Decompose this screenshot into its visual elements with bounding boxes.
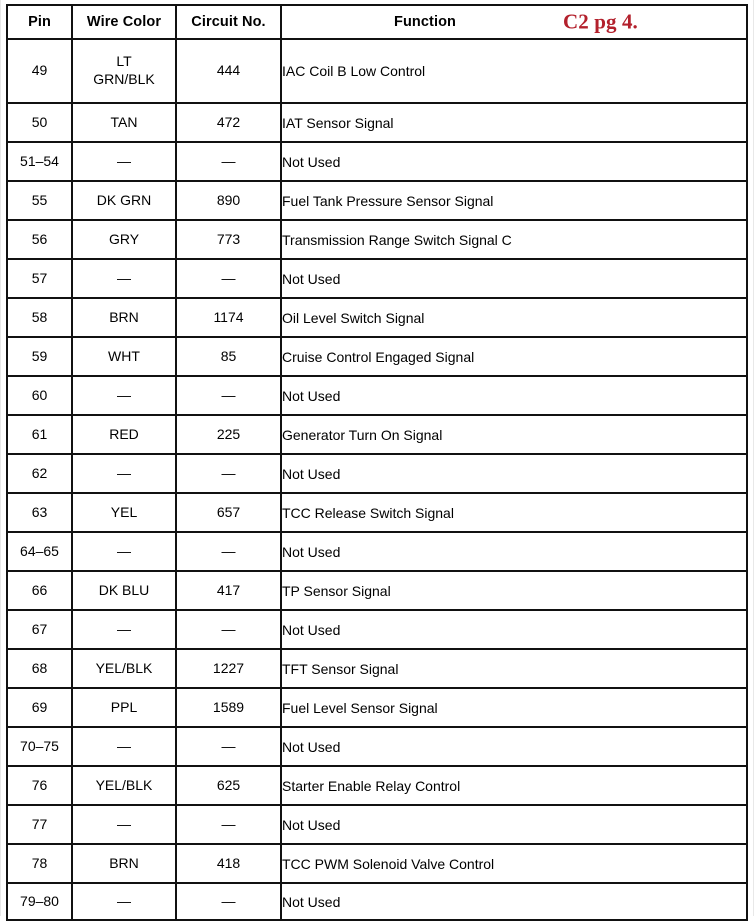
- table-row: [7, 805, 747, 844]
- cell-wire-color: —: [72, 532, 176, 571]
- table-row: [7, 571, 747, 610]
- table-row: [7, 376, 747, 415]
- table-row: [7, 883, 747, 920]
- cell-pin: 77: [7, 805, 72, 844]
- table-row: [7, 259, 747, 298]
- cell-circuit-no: 657: [176, 493, 281, 532]
- cell-wire-color: GRY: [72, 220, 176, 259]
- cell-circuit-no: 85: [176, 337, 281, 376]
- table-body: [7, 39, 747, 920]
- cell-function: TFT Sensor Signal: [281, 649, 747, 688]
- cell-pin: 67: [7, 610, 72, 649]
- cell-function: Not Used: [281, 376, 747, 415]
- cell-wire-color: WHT: [72, 337, 176, 376]
- cell-wire-color: —: [72, 376, 176, 415]
- table-row: [7, 493, 747, 532]
- cell-function: Generator Turn On Signal: [281, 415, 747, 454]
- column-header-circuit-no: Circuit No.: [176, 5, 281, 39]
- cell-wire-color: —: [72, 805, 176, 844]
- cell-pin: 63: [7, 493, 72, 532]
- column-header-function: [281, 5, 747, 39]
- function-header-inner: [282, 6, 746, 38]
- cell-circuit-no: —: [176, 454, 281, 493]
- page-reference-annotation: C2 pg 4.: [563, 9, 638, 34]
- cell-pin: 58: [7, 298, 72, 337]
- table-row: [7, 103, 747, 142]
- cell-pin: 70–75: [7, 727, 72, 766]
- cell-wire-color: —: [72, 727, 176, 766]
- table-header-row: [7, 5, 747, 39]
- cell-pin: 57: [7, 259, 72, 298]
- cell-wire-color: YEL/BLK: [72, 649, 176, 688]
- column-header-function-label: Function: [393, 14, 456, 30]
- cell-function: Fuel Level Sensor Signal: [281, 688, 747, 727]
- cell-circuit-no: —: [176, 142, 281, 181]
- cell-function: Not Used: [281, 805, 747, 844]
- cell-circuit-no: 1174: [176, 298, 281, 337]
- cell-pin: 50: [7, 103, 72, 142]
- cell-wire-color: DK BLU: [72, 571, 176, 610]
- cell-pin: 64–65: [7, 532, 72, 571]
- wire-color-line-1: LT: [116, 53, 132, 70]
- cell-wire-color: —: [72, 883, 176, 920]
- cell-pin: 59: [7, 337, 72, 376]
- table-row: [7, 142, 747, 181]
- pinout-table: [6, 4, 748, 921]
- cell-function: Transmission Range Switch Signal C: [281, 220, 747, 259]
- cell-wire-color: DK GRN: [72, 181, 176, 220]
- cell-function: Cruise Control Engaged Signal: [281, 337, 747, 376]
- cell-pin: 61: [7, 415, 72, 454]
- cell-pin: 51–54: [7, 142, 72, 181]
- cell-wire-color: PPL: [72, 688, 176, 727]
- cell-wire-color: —: [72, 610, 176, 649]
- cell-function: IAC Coil B Low Control: [281, 39, 747, 103]
- cell-pin: 78: [7, 844, 72, 883]
- cell-circuit-no: —: [176, 259, 281, 298]
- table-row: [7, 766, 747, 805]
- cell-circuit-no: 418: [176, 844, 281, 883]
- cell-function: TCC Release Switch Signal: [281, 493, 747, 532]
- cell-circuit-no: 417: [176, 571, 281, 610]
- table-row: [7, 844, 747, 883]
- cell-function: Not Used: [281, 454, 747, 493]
- cell-function: Not Used: [281, 259, 747, 298]
- cell-function: IAT Sensor Signal: [281, 103, 747, 142]
- cell-pin: 79–80: [7, 883, 72, 920]
- cell-wire-color: —: [72, 259, 176, 298]
- table-row: [7, 220, 747, 259]
- cell-function: Not Used: [281, 883, 747, 920]
- column-header-pin: Pin: [7, 5, 72, 39]
- cell-wire-color: YEL: [72, 493, 176, 532]
- cell-wire-color: BRN: [72, 844, 176, 883]
- cell-function: Oil Level Switch Signal: [281, 298, 747, 337]
- cell-circuit-no: 773: [176, 220, 281, 259]
- cell-circuit-no: —: [176, 376, 281, 415]
- cell-pin: 76: [7, 766, 72, 805]
- table-row: [7, 181, 747, 220]
- cell-circuit-no: —: [176, 805, 281, 844]
- cell-pin: 49: [7, 39, 72, 103]
- cell-pin: 55: [7, 181, 72, 220]
- cell-wire-color: BRN: [72, 298, 176, 337]
- cell-pin: 62: [7, 454, 72, 493]
- cell-circuit-no: 225: [176, 415, 281, 454]
- table-row: [7, 610, 747, 649]
- cell-circuit-no: 444: [176, 39, 281, 103]
- cell-wire-color: RED: [72, 415, 176, 454]
- table-row: [7, 298, 747, 337]
- table-row: [7, 39, 747, 103]
- cell-circuit-no: 625: [176, 766, 281, 805]
- cell-pin: 66: [7, 571, 72, 610]
- cell-function: TP Sensor Signal: [281, 571, 747, 610]
- cell-circuit-no: —: [176, 610, 281, 649]
- cell-wire-color: —: [72, 454, 176, 493]
- cell-circuit-no: —: [176, 532, 281, 571]
- cell-pin: 56: [7, 220, 72, 259]
- cell-pin: 69: [7, 688, 72, 727]
- cell-circuit-no: —: [176, 883, 281, 920]
- cell-circuit-no: 1227: [176, 649, 281, 688]
- cell-function: Not Used: [281, 142, 747, 181]
- cell-function: Fuel Tank Pressure Sensor Signal: [281, 181, 747, 220]
- cell-circuit-no: 1589: [176, 688, 281, 727]
- cell-wire-color: YEL/BLK: [72, 766, 176, 805]
- cell-circuit-no: 472: [176, 103, 281, 142]
- table-row: [7, 727, 747, 766]
- cell-circuit-no: —: [176, 727, 281, 766]
- table-row: [7, 649, 747, 688]
- table-row: [7, 454, 747, 493]
- pinout-table-container: [6, 4, 746, 921]
- table-row: [7, 688, 747, 727]
- cell-function: Not Used: [281, 610, 747, 649]
- cell-function: Not Used: [281, 727, 747, 766]
- table-row: [7, 532, 747, 571]
- cell-function: Starter Enable Relay Control: [281, 766, 747, 805]
- table-header: [7, 5, 747, 39]
- column-header-wire-color: Wire Color: [72, 5, 176, 39]
- cell-pin: 60: [7, 376, 72, 415]
- cell-wire-color: —: [72, 142, 176, 181]
- cell-function: Not Used: [281, 532, 747, 571]
- table-row: [7, 337, 747, 376]
- cell-wire-color: TAN: [72, 103, 176, 142]
- cell-circuit-no: 890: [176, 181, 281, 220]
- cell-wire-color: [72, 39, 176, 103]
- wire-color-line-2: GRN/BLK: [93, 71, 155, 87]
- cell-pin: 68: [7, 649, 72, 688]
- table-row: [7, 415, 747, 454]
- cell-function: TCC PWM Solenoid Valve Control: [281, 844, 747, 883]
